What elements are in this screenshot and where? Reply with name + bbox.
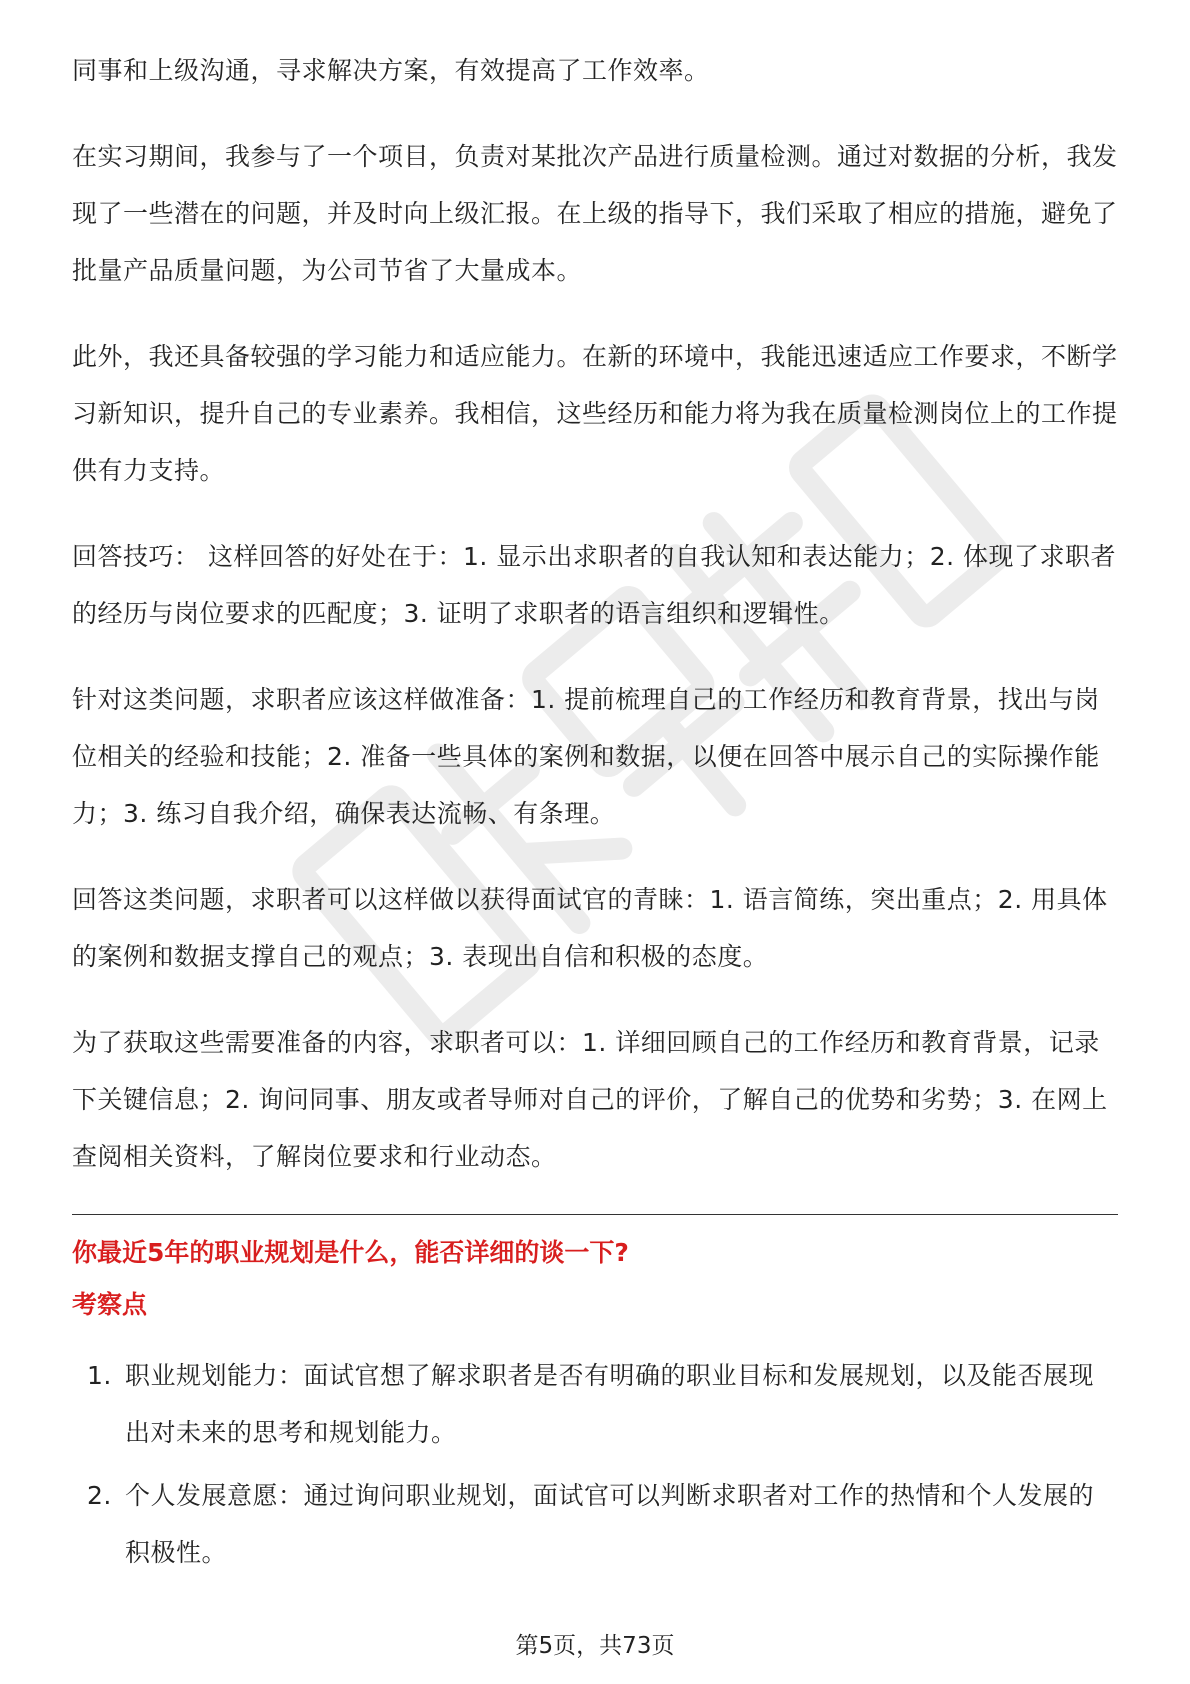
paragraph-answer-tips: 回答技巧： 这样回答的好处在于：1. 显示出求职者的自我认知和表达能力；2. 体现了求职者的经历与岗位要求的匹配度；3. 证明了求职者的语言组织和逻辑性。 [72,542,1117,628]
assessment-points-list [72,1347,1118,1581]
list-item [72,1347,1118,1461]
section-divider [72,1214,1118,1215]
page-footer: 第5页，共73页 [515,1633,675,1659]
paragraph-internship: 在实习期间，我参与了一个项目，负责对某批次产品进行质量检测。通过对数据的分析，我发现了一些潜在的问题，并及时向上级汇报。在上级的指导下，我们采取了相应的措施，避免了批量产品质量问题，为公司节省了大量成本。 [72,142,1118,285]
paragraph-abilities: 此外，我还具备较强的学习能力和适应能力。在新的环境中，我能迅速适应工作要求，不断学习新知识，提升自己的专业素养。我相信，这些经历和能力将为我在质量检测岗位上的工作提供有力支持。 [72,342,1118,485]
section-title-assessment-points: 考察点 [72,1290,148,1319]
document-page [72,42,1118,1587]
paragraph-gather-content: 为了获取这些需要准备的内容，求职者可以：1. 详细回顾自己的工作经历和教育背景，记录下关键信息；2. 询问同事、朋友或者导师对自己的评价，了解自己的优势和劣势；3. 在网上查阅相关资料，了解岗位要求和行业动态。 [72,1028,1108,1171]
list-item [72,1467,1118,1581]
list-item-number: 1. [87,1361,112,1390]
list-item-number: 2. [87,1481,112,1510]
question-heading: 你最近5年的职业规划是什么，能否详细的谈一下? [72,1238,629,1267]
list-item-text: 职业规划能力：面试官想了解求职者是否有明确的职业目标和发展规划，以及能否展现出对未来的思考和规划能力。 [125,1361,1095,1447]
paragraph-impress-interviewer: 回答这类问题，求职者可以这样做以获得面试官的青睐：1. 语言简练，突出重点；2. 用具体的案例和数据支撑自己的观点；3. 表现出自信和积极的态度。 [72,885,1108,971]
paragraph-preparation: 针对这类问题，求职者应该这样做准备：1. 提前梳理自己的工作经历和教育背景，找出与岗位相关的经验和技能；2. 准备一些具体的案例和数据，以便在回答中展示自己的实际操作能力；3. 练习自我介绍，确保表达流畅、有条理。 [72,685,1100,828]
paragraph-intro: 同事和上级沟通，寻求解决方案，有效提高了工作效率。 [72,56,710,85]
list-item-text: 个人发展意愿：通过询问职业规划，面试官可以判断求职者对工作的热情和个人发展的积极性。 [125,1481,1095,1567]
